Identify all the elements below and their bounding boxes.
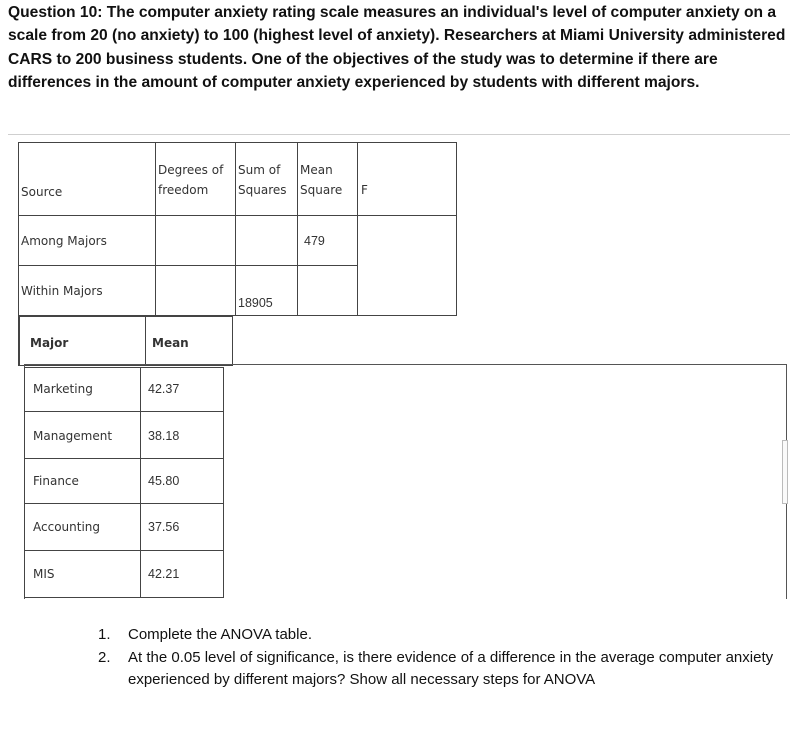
anova-header-source: Source bbox=[21, 185, 63, 199]
anova-header-ss-line1: Sum of bbox=[238, 163, 281, 177]
anova-header-ss-line2: Squares bbox=[238, 183, 287, 197]
means-header-major: Major bbox=[30, 336, 69, 350]
means-header-mean: Mean bbox=[152, 336, 189, 350]
anova-row-among-ss-cell bbox=[235, 215, 298, 266]
means-mean-management: 38.18 bbox=[148, 429, 180, 443]
means-header-divider bbox=[145, 316, 146, 366]
means-column-divider bbox=[140, 367, 141, 598]
means-mean-marketing: 42.37 bbox=[148, 382, 180, 396]
question-text: Question 10: The computer anxiety rating scale measures an individual's level of computer anxiety on a scale from 20 (no anxiety) to 100 (highest level of anxiety). Researchers at Miami University administered CARS to 200 business students. One of the objectives of the study was to determine if there are differences in the amount of computer anxiety experienced by students with different majors. bbox=[8, 4, 786, 91]
anova-header-ms-cell bbox=[297, 142, 358, 216]
anova-row-within-df-cell bbox=[155, 265, 236, 316]
anova-header-ss-cell bbox=[235, 142, 298, 216]
means-major-accounting: Accounting bbox=[33, 520, 101, 534]
means-mean-mis: 42.21 bbox=[148, 567, 180, 581]
anova-header-df-line1: Degrees of bbox=[158, 163, 224, 177]
task-item bbox=[98, 624, 778, 647]
anova-header-source-cell bbox=[18, 142, 156, 216]
anova-row-among-ms: 479 bbox=[304, 234, 325, 248]
task-number: 1. bbox=[98, 626, 111, 643]
means-mean-accounting: 37.56 bbox=[148, 520, 180, 534]
means-major-marketing: Marketing bbox=[33, 382, 93, 396]
task-list bbox=[98, 624, 778, 692]
task-text: Complete the ANOVA table. bbox=[128, 626, 312, 643]
anova-row-among-df-cell bbox=[155, 215, 236, 266]
anova-header-df-line2: freedom bbox=[158, 183, 209, 197]
scrollbar-handle[interactable] bbox=[782, 440, 788, 504]
task-number: 2. bbox=[98, 648, 111, 666]
anova-header-f: F bbox=[361, 183, 368, 197]
means-major-mis: MIS bbox=[33, 567, 55, 581]
task-text: At the 0.05 level of significance, is there evidence of a difference in the average computer anxiety experienced by different majors? Show all necessary steps for ANOVA bbox=[128, 648, 774, 688]
anova-header-ms-line1: Mean bbox=[300, 163, 333, 177]
anova-header-f-cell bbox=[357, 142, 457, 216]
task-item bbox=[98, 647, 778, 692]
anova-row-within-source: Within Majors bbox=[21, 284, 103, 298]
anova-header-df-cell bbox=[155, 142, 236, 216]
anova-row-f-cell bbox=[357, 215, 457, 316]
anova-row-within-ss: 18905 bbox=[238, 296, 273, 310]
means-mean-finance: 45.80 bbox=[148, 474, 180, 488]
means-major-management: Management bbox=[33, 429, 113, 443]
anova-header-ms-line2: Square bbox=[300, 183, 343, 197]
anova-row-among-source: Among Majors bbox=[21, 234, 107, 248]
means-major-finance: Finance bbox=[33, 474, 79, 488]
anova-row-within-ms-cell bbox=[297, 265, 358, 316]
section-divider bbox=[8, 134, 790, 135]
